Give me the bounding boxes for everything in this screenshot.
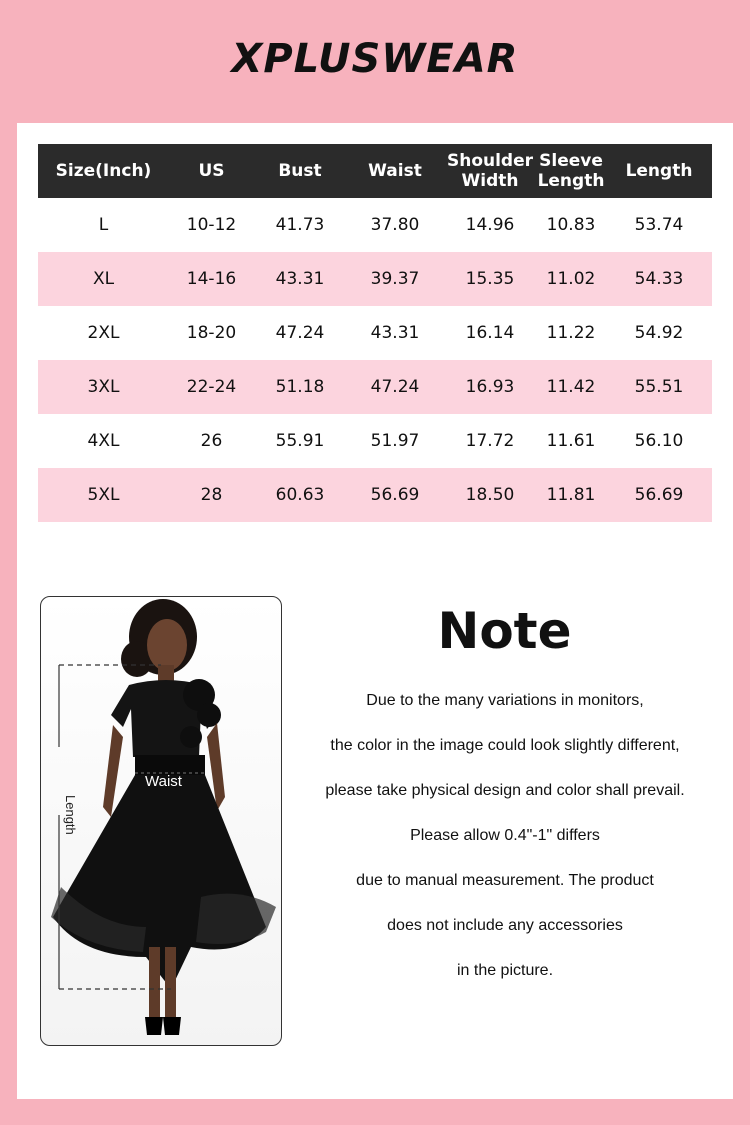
size-chart-card xyxy=(17,123,733,1099)
table-cell: 22-24 xyxy=(169,360,254,414)
table-cell: 11.81 xyxy=(536,468,606,522)
table-cell: L xyxy=(98,215,109,235)
length-label: Length xyxy=(63,795,78,835)
column-header: Length xyxy=(606,144,712,198)
table-cell: 11.22 xyxy=(546,323,596,343)
table-cell: 43.31 xyxy=(254,252,346,306)
model-photo xyxy=(40,596,282,1046)
waist-label: Waist xyxy=(145,773,182,790)
table-cell: 10.83 xyxy=(546,215,596,235)
note-line: Please allow 0.4"-1" differs xyxy=(410,827,600,844)
table-header-row xyxy=(38,144,712,198)
note-line: please take physical design and color shall prevail. xyxy=(325,782,685,799)
note-line: the color in the image could look slightly different, xyxy=(330,737,680,754)
table-cell: 14-16 xyxy=(169,252,254,306)
column-header: US xyxy=(169,144,254,198)
table-row xyxy=(38,306,712,360)
table-row xyxy=(38,360,712,414)
table-cell: XL xyxy=(38,252,169,306)
table-cell: 11.02 xyxy=(536,252,606,306)
column-header: Shoulder Width xyxy=(444,144,536,198)
table-cell: 47.24 xyxy=(275,323,325,343)
table-cell: 54.33 xyxy=(606,252,712,306)
table-cell: 51.97 xyxy=(370,431,420,451)
table-cell: 5XL xyxy=(38,468,169,522)
table-cell: 16.93 xyxy=(444,360,536,414)
table-cell: 47.24 xyxy=(346,360,444,414)
note-line: does not include any accessories xyxy=(387,917,623,934)
table-cell: 18-20 xyxy=(186,323,237,343)
table-cell: 41.73 xyxy=(275,215,325,235)
table-cell: 28 xyxy=(169,468,254,522)
table-cell: 37.80 xyxy=(370,215,420,235)
table-cell: 54.92 xyxy=(634,323,684,343)
table-cell: 53.74 xyxy=(634,215,684,235)
note-line: due to manual measurement. The product xyxy=(356,872,654,889)
table-row xyxy=(38,252,712,306)
note-text xyxy=(300,686,710,1001)
table-cell: 10-12 xyxy=(186,215,237,235)
table-cell: 56.10 xyxy=(634,431,684,451)
table-row xyxy=(38,414,712,468)
note-title: Note xyxy=(437,602,572,660)
table-cell: 43.31 xyxy=(370,323,420,343)
table-cell: 15.35 xyxy=(444,252,536,306)
table-cell: 11.42 xyxy=(536,360,606,414)
table-cell: 56.69 xyxy=(606,468,712,522)
note-line: in the picture. xyxy=(456,962,554,979)
column-header: Bust xyxy=(254,144,346,198)
table-cell: 26 xyxy=(200,431,223,451)
table-cell: 55.91 xyxy=(275,431,325,451)
size-table xyxy=(38,144,712,522)
column-header: Waist xyxy=(346,144,444,198)
table-cell: 51.18 xyxy=(254,360,346,414)
table-cell: 11.61 xyxy=(546,431,596,451)
brand-logo: XPLUSWEAR xyxy=(231,36,519,82)
table-row xyxy=(38,468,712,522)
table-cell: 2XL xyxy=(87,323,120,343)
table-cell: 14.96 xyxy=(465,215,515,235)
table-cell: 3XL xyxy=(38,360,169,414)
table-row xyxy=(38,198,712,252)
table-cell: 17.72 xyxy=(465,431,515,451)
table-cell: 55.51 xyxy=(606,360,712,414)
column-header: Size(Inch) xyxy=(38,144,169,198)
table-cell: 18.50 xyxy=(444,468,536,522)
note-line: Due to the many variations in monitors, xyxy=(366,692,644,709)
table-cell: 60.63 xyxy=(254,468,346,522)
table-cell: 16.14 xyxy=(465,323,515,343)
table-cell: 4XL xyxy=(87,431,120,451)
column-header: Sleeve Length xyxy=(536,144,606,198)
table-cell: 56.69 xyxy=(346,468,444,522)
table-cell: 39.37 xyxy=(346,252,444,306)
